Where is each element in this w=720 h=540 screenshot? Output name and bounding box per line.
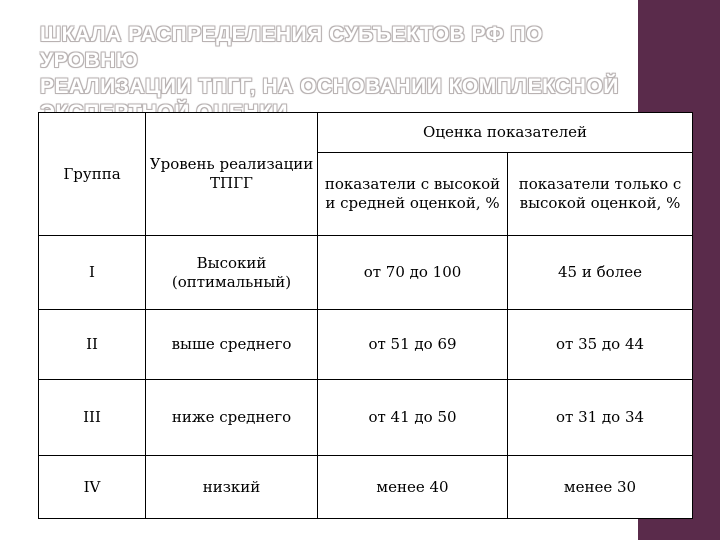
title-line-2: РЕАЛИЗАЦИИ ТПГГ, НА ОСНОВАНИИ КОМПЛЕКСНОЙ <box>40 75 619 98</box>
high-only-cell: 45 и более <box>508 236 693 310</box>
high-mid-cell: менее 40 <box>318 456 508 519</box>
group-cell: I <box>39 236 146 310</box>
title-line-1: ШКАЛА РАСПРЕДЕЛЕНИЯ СУБЪЕКТОВ РФ ПО УРОВНЮ <box>40 23 543 72</box>
high-only-cell: менее 30 <box>508 456 693 519</box>
high-only-cell: от 35 до 44 <box>508 310 693 380</box>
group-cell: II <box>39 310 146 380</box>
slide-title <box>40 22 620 126</box>
level-cell: Высокий (оптимальный) <box>146 236 318 310</box>
high-mid-cell: от 41 до 50 <box>318 380 508 456</box>
high-only-cell: от 31 до 34 <box>508 380 693 456</box>
header-group: Группа <box>39 113 146 236</box>
group-cell: III <box>39 380 146 456</box>
distribution-table <box>38 112 693 519</box>
header-row-1 <box>39 113 693 153</box>
header-high-mid: показатели с высокой и средней оценкой, % <box>318 153 508 236</box>
level-cell: ниже среднего <box>146 380 318 456</box>
header-assessment: Оценка показателей <box>318 113 693 153</box>
table-row <box>39 380 693 456</box>
group-cell: IV <box>39 456 146 519</box>
header-high-only: показатели только с высокой оценкой, % <box>508 153 693 236</box>
table-row <box>39 236 693 310</box>
high-mid-cell: от 70 до 100 <box>318 236 508 310</box>
header-level: Уровень реализации ТПГГ <box>146 113 318 236</box>
high-mid-cell: от 51 до 69 <box>318 310 508 380</box>
level-cell: низкий <box>146 456 318 519</box>
level-cell: выше среднего <box>146 310 318 380</box>
table-row <box>39 310 693 380</box>
table-row <box>39 456 693 519</box>
